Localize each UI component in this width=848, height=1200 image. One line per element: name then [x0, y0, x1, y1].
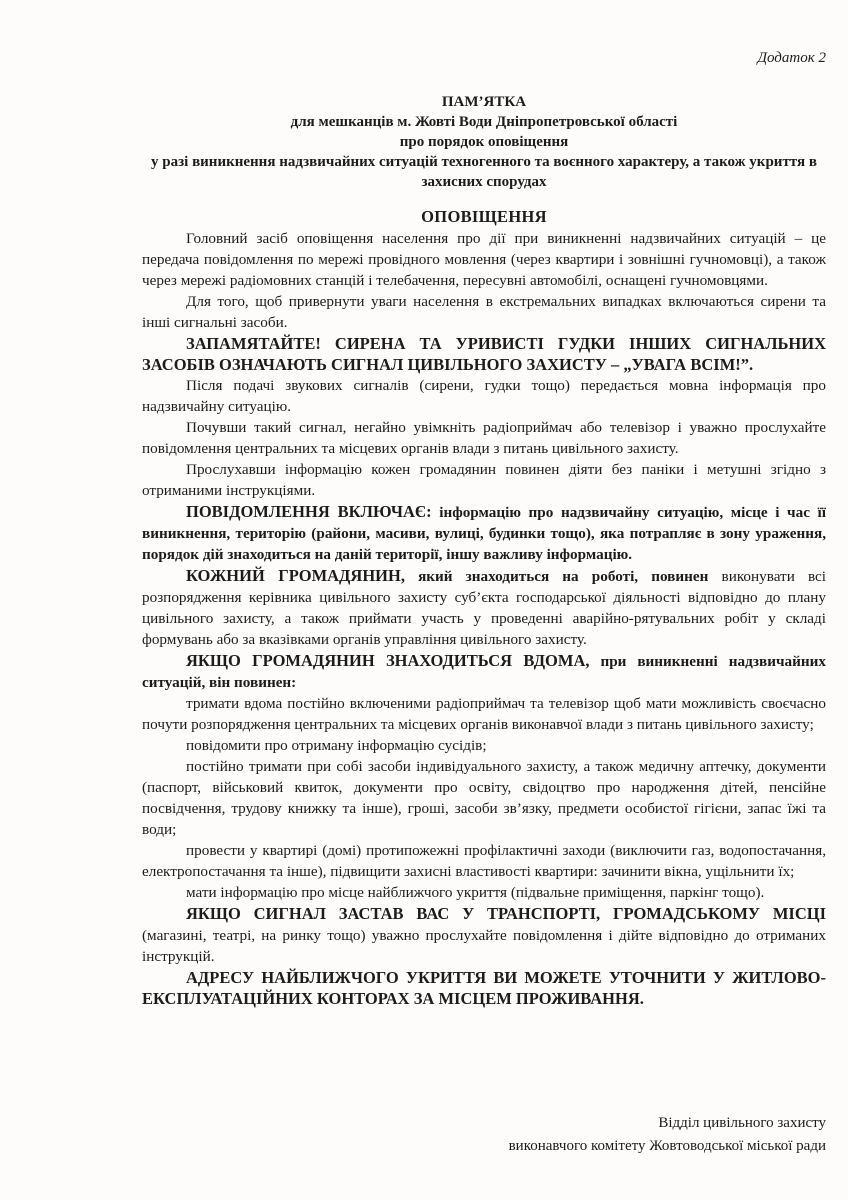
document-header: [142, 0, 826, 192]
message-includes-text: інформацію про надзвичайну ситуацію, місце і час її виникнення, територію (райони, масиви, вулиці, будинки тощо), яка потрапляє в зону ураження, порядок дій знаходиться на даній території, іншу важливу інформацію.: [142, 504, 826, 563]
paragraph-nearest-shelter-info: мати інформацію про місце найближчого укриття (підвальне приміщення, паркінг тощо).: [186, 884, 765, 901]
paragraph-sirens: Для того, щоб привернути уваги населення в екстремальних випадках включаються сирени та інші сигнальні засоби.: [142, 293, 826, 331]
paragraph-remember-warning: ЗАПАМЯТАЙТЕ! СИРЕНА ТА УРИВИСТІ ГУДКИ ІНШИХ СИГНАЛЬНИХ ЗАСОБІВ ОЗНАЧАЮТЬ СИГНАЛ ЦИВІЛЬНОГО ЗАХИСТУ – „УВАГА ВСІМ!”.: [142, 334, 826, 374]
paragraph-inform-neighbors: повідомити про отриману інформацію сусідів;: [186, 737, 487, 754]
paragraph-shelter-address: АДРЕСУ НАЙБЛИЖЧОГО УКРИТТЯ ВИ МОЖЕТЕ УТОЧНИТИ У ЖИТЛОВО-ЕКСПЛУАТАЦІЙНИХ КОНТОРАХ ЗА МІСЦЕМ ПРОЖИВАННЯ.: [142, 968, 826, 1008]
signature-department: Відділ цивільного захисту: [658, 1115, 826, 1131]
at-home-bold: при виникненні надзвичайних ситуацій, він повинен:: [142, 653, 826, 691]
section-title: ОПОВІЩЕННЯ: [421, 207, 547, 226]
subtitle-notification-order: про порядок оповіщення: [399, 134, 569, 150]
signature-committee: виконавчого комітету Жовтоводської міської ради: [508, 1138, 826, 1154]
every-citizen-heading: КОЖНИЙ ГРОМАДЯНИН,: [186, 566, 405, 585]
paragraph-transport: [142, 903, 826, 967]
paragraph-hearing-signal: Почувши такий сигнал, негайно увімкніть радіоприймач або телевізор і уважно прослухайте повідомлення центральних та місцевих органів влади з питань цивільного захисту.: [142, 419, 826, 457]
paragraph-message-includes: [142, 501, 826, 565]
signature-block: [509, 1112, 826, 1158]
paragraph-main-means: Головний засіб оповіщення населення про дії при виникненні надзвичайних ситуацій – це передача повідомлення по мережі провідного мовлення (через квартири і зовнішні гучномовці), а також через мережі радіомовних станцій і телебачення, пересувні автомобілі, оснащені гучномовцями.: [142, 230, 826, 289]
annex-label: Додаток 2: [757, 50, 826, 66]
paragraph-act-calmly: Прослухавши інформацію кожен громадянин повинен діяти без паніки і метушні згідно з отриманими інструкціями.: [142, 461, 826, 499]
subtitle-emergencies: у разі виникнення надзвичайних ситуацій техногенного та воєнного характеру, а також укриття в захисних спорудах: [151, 154, 817, 190]
transport-heading: ЯКЩО СИГНАЛ ЗАСТАВ ВАС У ТРАНСПОРТІ, ГРОМАДСЬКОМУ МІСЦІ: [186, 904, 826, 923]
paragraph-at-home: [142, 650, 826, 693]
at-work-bold: який знаходиться на роботі, повинен: [404, 568, 709, 585]
paragraph-fire-prevention: провести у квартирі (домі) протипожежні профілактичні заходи (виключити газ, водопостачання, електропостачання та інше), підвищити захисні властивості квартири: зачинити вікна, ущільнити їх;: [142, 842, 826, 880]
transport-text: (магазині, театрі, на ринку тощо) уважно прослухайте повідомлення і дійте відповідно до отриманих інструкцій.: [142, 927, 826, 965]
paragraph-at-work: [142, 565, 826, 650]
paragraph-after-signals: Після подачі звукових сигналів (сирени, гудки тощо) передається мовна інформація про надзвичайну ситуацію.: [142, 377, 826, 415]
subtitle-residents: для мешканців м. Жовті Води Дніпропетровської області: [290, 114, 678, 130]
document-title: ПАМ’ЯТКА: [441, 94, 527, 110]
paragraph-protective-means: постійно тримати при собі засоби індивідуального захисту, а також медичну аптечку, документи (паспорт, військовий квиток, документи про освіту, свідоцтво про народження дітей, пенсійне посвідчення, трудову книжку та інше), гроші, засоби зв’язку, предмети особистої гігієни, запас їжі та води;: [142, 758, 826, 838]
paragraph-keep-radio: тримати вдома постійно включеними радіоприймач та телевізор щоб мати можливість своєчасно почути розпорядження центральних та місцевих органів виконавчої влади з питань цивільного захисту;: [142, 695, 826, 733]
at-work-text: виконувати всі розпорядження керівника цивільного захисту суб’єкта господарської діяльності відповідно до плану цивільного захисту, а також приймати участь у проведенні аварійно-рятувальних робіт у складі формувань або за вказівками органів управління цивільного захисту.: [142, 568, 826, 648]
at-home-heading: ЯКЩО ГРОМАДЯНИН ЗНАХОДИТЬСЯ ВДОМА,: [186, 651, 590, 670]
message-includes-heading: ПОВІДОМЛЕННЯ ВКЛЮЧАЄ:: [186, 502, 432, 521]
document-body: [142, 228, 826, 1009]
